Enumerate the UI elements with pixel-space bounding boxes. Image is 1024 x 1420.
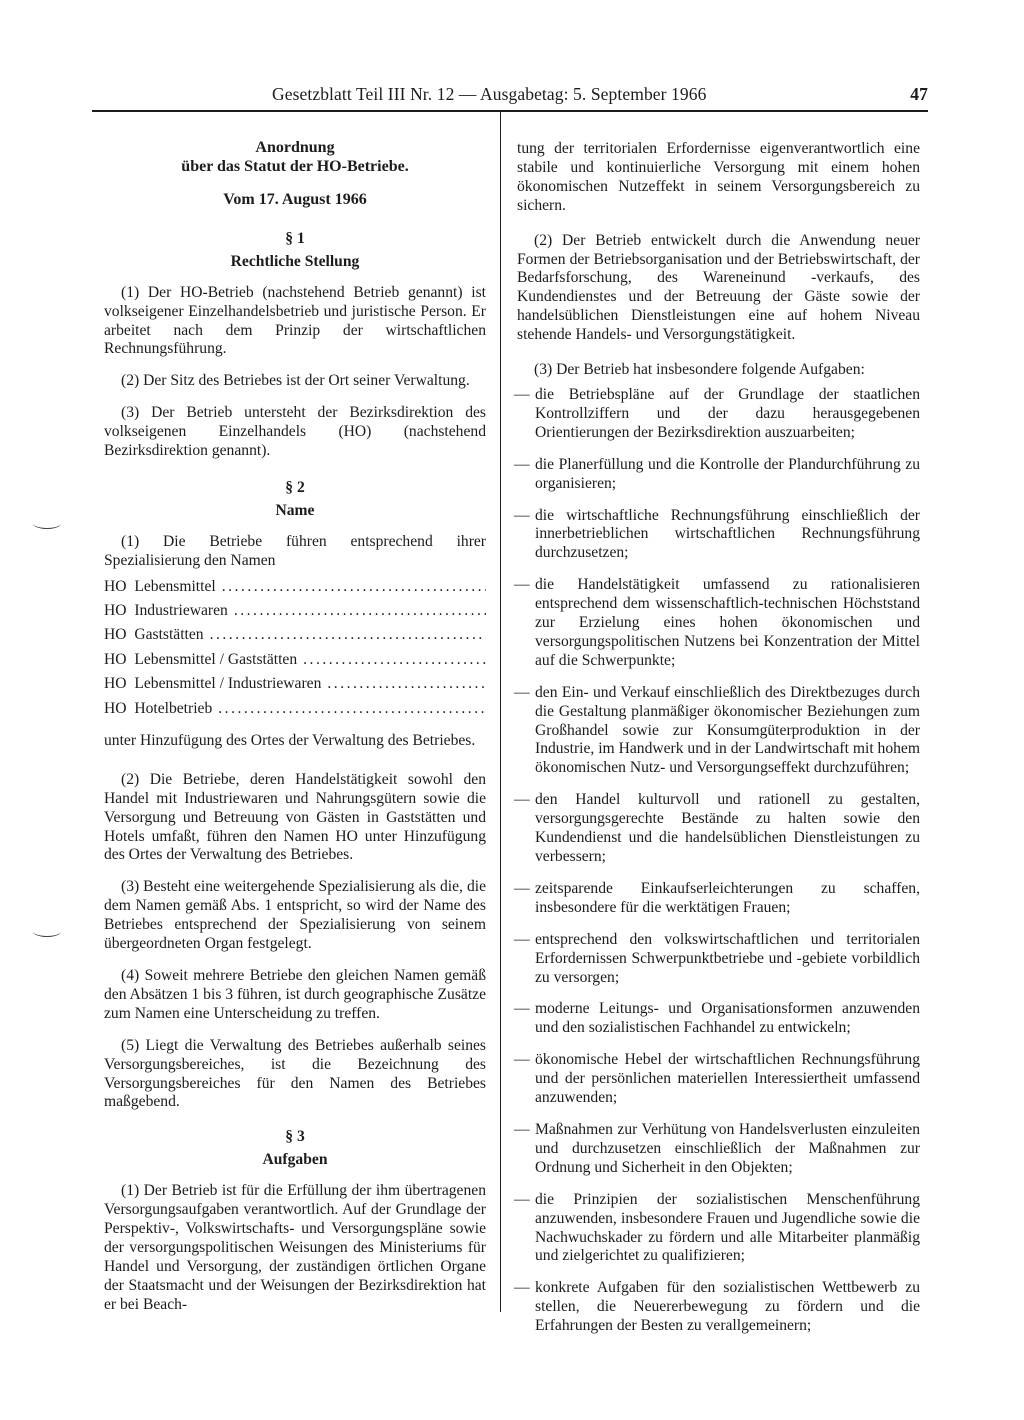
name-label: HO Gaststätten	[104, 626, 204, 644]
title-line-1: Anordnung	[255, 139, 335, 156]
name-label: HO Hotelbetrieb	[104, 699, 213, 717]
right-column	[514, 140, 920, 1349]
list-item	[514, 1051, 920, 1108]
name-entry	[104, 675, 486, 699]
dot-leader	[327, 675, 486, 694]
list-item	[514, 1120, 920, 1178]
list-item	[514, 1190, 920, 1267]
list-item-text: die wirtschaftliche Rechnungsführung einschließlich der innerbetrieblichen wirtschaftlichen Rechnungsführung durchzusetzen;	[535, 506, 920, 562]
column-divider	[500, 112, 501, 1312]
list-item-text: entsprechend den volkswirtschaftlichen und territorialen Erfordernissen Schwerpunktbetriebe und -gebiete vorbildlich zu versorgen;	[535, 930, 920, 986]
list-item-text: ökonomische Hebel der wirtschaftlichen Rechnungsführung und der persönlichen materiellen Interessiertheit umfassend anzuwenden;	[535, 1051, 920, 1107]
paragraph: (2) Die Betriebe, deren Handelstätigkeit sowohl den Handel mit Industriewaren und Nahrungsgütern sowie die Versorgung und Betreuung von Gästen in Gaststätten und Hotels umfaßt, führen den Namen HO unter Hinzufügung des Ortes der Verwaltung des Betriebes.	[104, 770, 486, 864]
paragraph: (5) Liegt die Verwaltung des Betriebes außerhalb seines Versorgungsbereiches, ist die Bezeichnung des Versorgungsbereiches für den Namen des Betriebes maßgebend.	[104, 1036, 486, 1111]
dot-leader	[222, 578, 486, 597]
list-item-text: den Handel kulturvoll und rationell zu gestalten, versorgungsgerechte Bestände zu halten sowie den Kundendienst und die handelsüblichen Dienstleistungen zu verbessern;	[535, 791, 920, 865]
section-number: § 1	[285, 229, 305, 247]
dash-marker: —	[514, 1000, 530, 1018]
list-item-text: moderne Leitungs- und Organisationsformen anzuwenden und den sozialistischen Fachhandel zu entwickeln;	[535, 1000, 920, 1037]
name-label: HO Industriewaren	[104, 601, 228, 619]
name-entry	[104, 578, 486, 602]
dash-marker: —	[514, 1279, 530, 1297]
section-number: § 2	[285, 478, 305, 496]
list-item	[514, 879, 920, 918]
list-item	[514, 576, 920, 671]
name-list	[104, 578, 486, 724]
list-item	[514, 506, 920, 564]
list-item-text: die Betriebspläne auf der Grundlage der staatlichen Kontrollziffern und der dazu herausgegebenen Orientierungen der Bezirksdirektion auszuarbeiten;	[535, 385, 920, 441]
name-label: HO Lebensmittel / Industriewaren	[104, 675, 322, 693]
list-item	[514, 1279, 920, 1336]
paragraph: unter Hinzufügung des Ortes der Verwaltung des Betriebes.	[104, 731, 476, 749]
dash-marker: —	[514, 879, 530, 897]
left-column	[104, 138, 486, 1328]
name-entry	[104, 626, 486, 650]
name-label: HO Lebensmittel / Gaststätten	[104, 650, 298, 668]
list-item	[514, 791, 920, 867]
list-item-text: den Ein- und Verkauf einschließlich des Direktbezuges durch die Gestaltung planmäßiger ökonomischer Beziehungen zum Großhandel sowie zur Konsumgüterproduktion in der Industrie, im Handwerk und in der Landwirtschaft mit hohem ökonomischen Nutz- und Versorgungseffekt durchzuführen;	[535, 683, 920, 777]
name-entry	[104, 602, 486, 626]
dash-marker: —	[514, 930, 530, 948]
paragraph: (3) Der Betrieb untersteht der Bezirksdirektion des volkseigenen Einzelhandels (HO) (nachstehend Bezirksdirektion genannt).	[104, 404, 486, 460]
section-number: § 3	[285, 1128, 305, 1146]
paragraph: (2) Der Sitz des Betriebes ist der Ort seiner Verwaltung.	[121, 372, 470, 390]
list-item	[514, 385, 920, 443]
page-number: 47	[910, 84, 928, 104]
name-entry	[104, 651, 486, 675]
dash-marker: —	[514, 791, 530, 809]
document-title	[104, 138, 486, 176]
name-entry	[104, 700, 486, 724]
name-label: HO Lebensmittel	[104, 577, 216, 595]
dash-marker: —	[514, 683, 530, 701]
header-title: Gesetzblatt Teil III Nr. 12 — Ausgabetag: 5. September 1966	[272, 84, 707, 104]
section-title: Aufgaben	[262, 1151, 328, 1169]
section-title: Name	[275, 501, 315, 519]
dash-marker: —	[514, 506, 530, 524]
section-title: Rechtliche Stellung	[230, 252, 360, 270]
list-item	[514, 930, 920, 988]
header-rule	[92, 110, 928, 112]
dash-marker: —	[514, 1190, 530, 1208]
paragraph: (1) Die Betriebe führen entsprechend ihrer Spezialisierung den Namen	[104, 532, 486, 569]
dash-marker: —	[514, 455, 530, 473]
list-item-text: zeitsparende Einkaufserleichterungen zu schaffen, insbesondere für die werktätigen Frauen;	[535, 879, 920, 916]
dot-leader	[303, 651, 486, 670]
paragraph: (1) Der HO-Betrieb (nachstehend Betrieb genannt) ist volkseigener Einzelhandelsbetrieb und juristische Person. Er arbeitet nach dem Prinzip der wirtschaftlichen Rechnungsführung.	[104, 283, 486, 358]
paragraph: (1) Der Betrieb ist für die Erfüllung der ihm übertragenen Versorgungsaufgaben verantwortlich. Auf der Grundlage der Perspektiv-, Volkswirtschafts- und Versorgungspläne sowie der versorgungspolitischen Weisungen des Ministeriums für Handel und Versorgung, der zuständigen örtlichen Organe der Staatsmacht und der Weisungen der Bezirksdirektion hat er bei Beach-	[104, 1182, 486, 1313]
dash-marker: —	[514, 1120, 530, 1138]
paragraph: (4) Soweit mehrere Betriebe den gleichen Namen gemäß den Absätzen 1 bis 3 führen, ist durch geographische Zusätze zum Namen eine Unterscheidung zu treffen.	[104, 967, 486, 1022]
dash-marker: —	[514, 1051, 530, 1069]
title-line-2: über das Statut der HO-Betriebe.	[181, 158, 409, 175]
dash-marker: —	[514, 385, 530, 403]
margin-mark	[33, 926, 61, 937]
paragraph: (3) Besteht eine weitergehende Spezialisierung als die, die dem Namen gemäß Abs. 1 entspricht, so wird der Name des Betriebes entsprechend der Spezialisierung von seinem übergeordneten Organ festgelegt.	[104, 878, 486, 953]
list-item-text: die Planerfüllung und die Kontrolle der Plandurchführung zu organisieren;	[535, 455, 920, 492]
paragraph: tung der territorialen Erfordernisse eigenverantwortlich eine stabile und kontinuierliche Versorgung mit einem hohen ökonomischen Nutzeffekt in seinem Versorgungsbereich zu sichern.	[517, 140, 920, 214]
list-item	[514, 683, 920, 779]
list-item	[514, 455, 920, 494]
document-date: Vom 17. August 1966	[223, 191, 367, 208]
dot-leader	[218, 700, 486, 719]
list-item-text: Maßnahmen zur Verhütung von Handelsverlusten einzuleiten und durchzusetzen einschließlich der Maßnahmen zur Ordnung und Sicherheit in den Objekten;	[535, 1120, 920, 1176]
list-item-text: konkrete Aufgaben für den sozialistischen Wettbewerb zu stellen, die Neuererbewegung zu fördern und die Erfahrungen der Besten zu verallgemeinern;	[535, 1279, 920, 1335]
dot-leader	[210, 626, 486, 645]
dash-marker: —	[514, 576, 530, 594]
list-item	[514, 1000, 920, 1038]
task-list	[514, 385, 920, 1336]
dot-leader	[234, 602, 486, 621]
list-item-text: die Prinzipien der sozialistischen Menschenführung anzuwenden, insbesondere Frauen und Jugendliche sowie die Nachwuchskader zu fördern und alle Mitarbeiter planmäßig und zielgerichtet zu qualifizieren;	[535, 1190, 920, 1265]
paragraph: (3) Der Betrieb hat insbesondere folgende Aufgaben:	[534, 361, 865, 379]
list-item-text: die Handelstätigkeit umfassend zu rationalisieren entsprechend dem wissenschaftlich-technischen Höchststand zur Erzielung eines hohen ökonomischen und versorgungspolitischen Nutzens bei Konzentration der Mittel auf die Schwerpunkte;	[535, 576, 920, 669]
margin-mark	[33, 518, 61, 529]
paragraph: (2) Der Betrieb entwickelt durch die Anwendung neuer Formen der Betriebsorganisation und der Betriebswirtschaft, der Bedarfsforschung, des Wareneinund -verkaufs, des Kundendienstes und der Betreuung der Gäste sowie der handelsüblichen Dienstleistungen eine auf hohem Niveau stehende Handels- und Versorgungstätigkeit.	[517, 231, 920, 344]
